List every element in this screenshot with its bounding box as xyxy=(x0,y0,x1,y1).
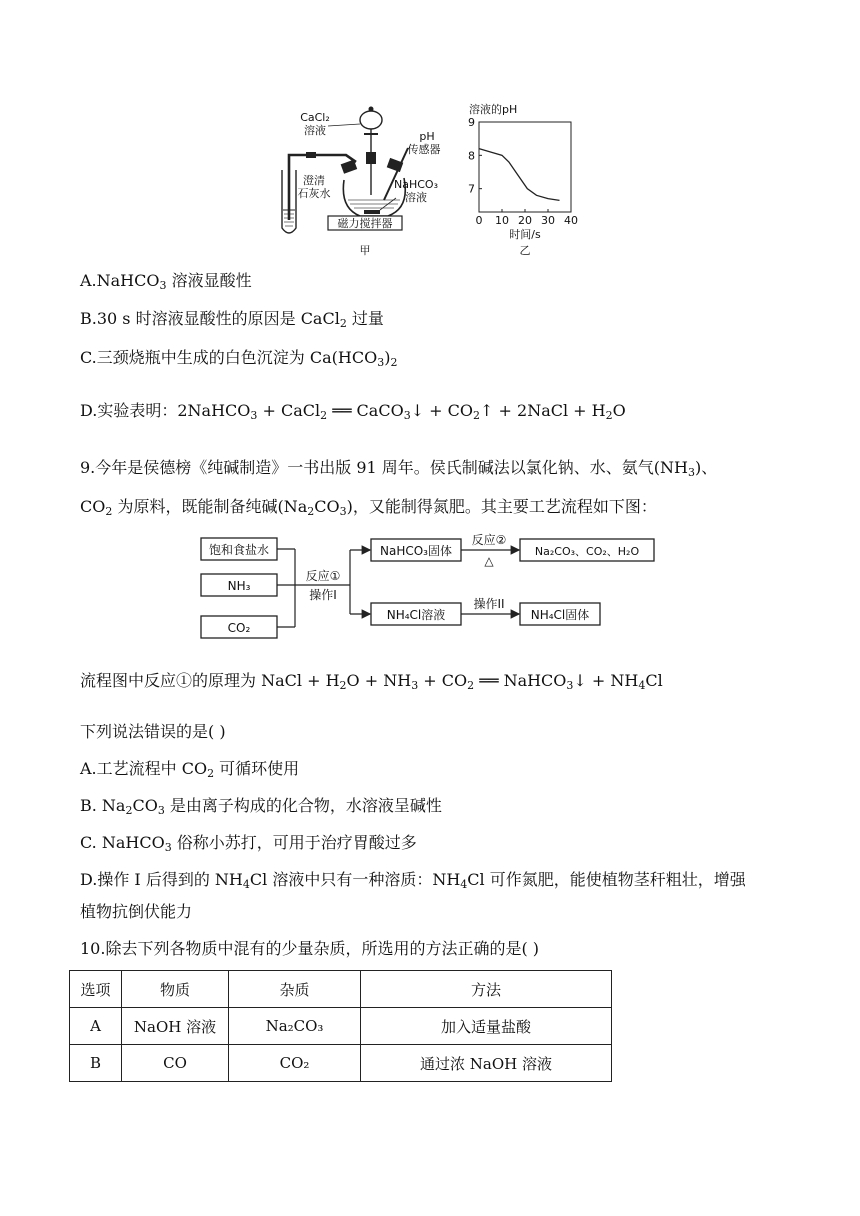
table-cell: 加入适量盐酸 xyxy=(361,1008,612,1045)
q9-stem-line2: $CO_2$ 为原料，既能制备纯碱$(Na_2CO_3)$，又能制得氮肥。其主要工艺流程如下图： xyxy=(80,497,657,518)
sensor-label: 传感器 xyxy=(407,143,441,156)
separatory-funnel xyxy=(360,111,382,129)
y-tick-label: 9 xyxy=(468,116,475,129)
x-tick-label: 0 xyxy=(475,214,483,227)
cacl2-label-2: 溶液 xyxy=(304,124,326,137)
q8-option-d: D.实验表明：2NaHCO$_3$ + CaCl$_2$ ══ CaCO$_3$↓ + $CO_2↑$ + 2NaCl + $H_2O$ xyxy=(80,401,626,422)
table-row xyxy=(70,1008,612,1045)
table-cell: Na₂CO₃ xyxy=(229,1008,361,1045)
flow-operation1-label: 操作I xyxy=(309,588,337,602)
x-tick-label: 40 xyxy=(564,214,578,227)
chart-frame xyxy=(479,122,571,212)
svg-text:饱和食盐水: 饱和食盐水 xyxy=(208,543,270,557)
q9-question: 下列说法错误的是( ) xyxy=(80,722,226,741)
q10-stem: 10.除去下列各物质中混有的少量杂质，所选用的方法正确的是( ) xyxy=(80,939,540,958)
figure-caption-jia: 甲 xyxy=(359,244,371,257)
ph-label: pH xyxy=(419,130,435,143)
stirrer-label: 磁力搅拌器 xyxy=(337,217,393,230)
table-cell: B xyxy=(70,1045,122,1082)
flow-heat-label: △ xyxy=(484,554,494,568)
q9-option-b: B. $Na_2CO_3$ 是由离子构成的化合物，水溶液呈碱性 xyxy=(80,796,442,817)
table-header: 选项 xyxy=(70,971,122,1008)
svg-text:NH₃: NH₃ xyxy=(227,579,251,593)
svg-text:NH₄Cl固体: NH₄Cl固体 xyxy=(530,608,590,622)
q9-stem-line1: 9.今年是侯德榜《纯碱制造》一书出版 91 周年。侯氏制碱法以氯化钠、水、氨气$(NH_3)$、 xyxy=(80,458,718,479)
flow-reaction2-label: 反应② xyxy=(471,533,507,547)
x-tick-label: 30 xyxy=(541,214,555,227)
table-header: 杂质 xyxy=(229,971,361,1008)
table-cell: CO xyxy=(122,1045,229,1082)
table-row xyxy=(70,1045,612,1082)
q8-option-a: A.NaHCO$_3$ 溶液显酸性 xyxy=(80,271,252,292)
q9-option-c: C. NaHCO$_3$ 俗称小苏打，可用于治疗胃酸过多 xyxy=(80,833,417,854)
q9-option-d-cont: 植物抗倒伏能力 xyxy=(80,902,193,921)
table-header: 物质 xyxy=(122,971,229,1008)
process-flow-diagram xyxy=(195,528,675,643)
y-tick-label: 8 xyxy=(468,149,475,163)
apparatus-figure xyxy=(278,100,458,260)
svg-text:NaHCO₃固体: NaHCO₃固体 xyxy=(380,544,452,558)
q8-option-b: B.30 s 时溶液显酸性的原因是 CaCl$_2$ 过量 xyxy=(80,309,384,330)
limewater-label: 澄清 xyxy=(303,174,325,187)
table-cell: 通过浓 NaOH 溶液 xyxy=(361,1045,612,1082)
chart-caption: 乙 xyxy=(519,244,531,257)
q9-option-a: A.工艺流程中 $CO_2$ 可循环使用 xyxy=(80,759,300,780)
table-cell: NaOH 溶液 xyxy=(122,1008,229,1045)
q9-principle: 流程图中反应①的原理为 NaCl + $H_2O + NH_3 + CO_2$ ══ NaHCO$_3$↓ + $NH_4Cl$ xyxy=(80,671,663,692)
svg-text:NH₄Cl溶液: NH₄Cl溶液 xyxy=(386,608,446,622)
cacl2-label: CaCl₂ xyxy=(300,111,330,124)
nahco3-label-2: 溶液 xyxy=(405,191,427,204)
chart-ylabel: 溶液的pH xyxy=(469,103,518,116)
table-header-row xyxy=(70,971,612,1008)
flow-operation2-label: 操作II xyxy=(473,597,505,611)
x-tick-label: 20 xyxy=(518,214,532,227)
q8-option-c: C.三颈烧瓶中生成的白色沉淀为 $Ca(HCO_3)_2$ xyxy=(80,348,398,369)
nahco3-label: NaHCO₃ xyxy=(394,178,438,191)
chart-xlabel: 时间/s xyxy=(509,228,541,241)
q10-table xyxy=(69,970,612,1082)
table-cell: A xyxy=(70,1008,122,1045)
x-tick-label: 10 xyxy=(495,214,509,227)
svg-text:Na₂CO₃、CO₂、H₂O: Na₂CO₃、CO₂、H₂O xyxy=(534,545,640,558)
svg-text:CO₂: CO₂ xyxy=(227,621,251,635)
ph-chart xyxy=(455,100,585,260)
flow-reaction1-label: 反应① xyxy=(305,569,341,583)
table-cell: CO₂ xyxy=(229,1045,361,1082)
table-header: 方法 xyxy=(361,971,612,1008)
q9-option-d: D.操作 I 后得到的 $NH_4Cl$ 溶液中只有一种溶质：$NH_4Cl$ 可作氮肥，能使植物茎秆粗壮，增强 xyxy=(80,870,746,891)
limewater-label-2: 石灰水 xyxy=(297,187,331,200)
y-tick-label: 7 xyxy=(468,182,475,196)
chart-series-line xyxy=(479,149,560,201)
